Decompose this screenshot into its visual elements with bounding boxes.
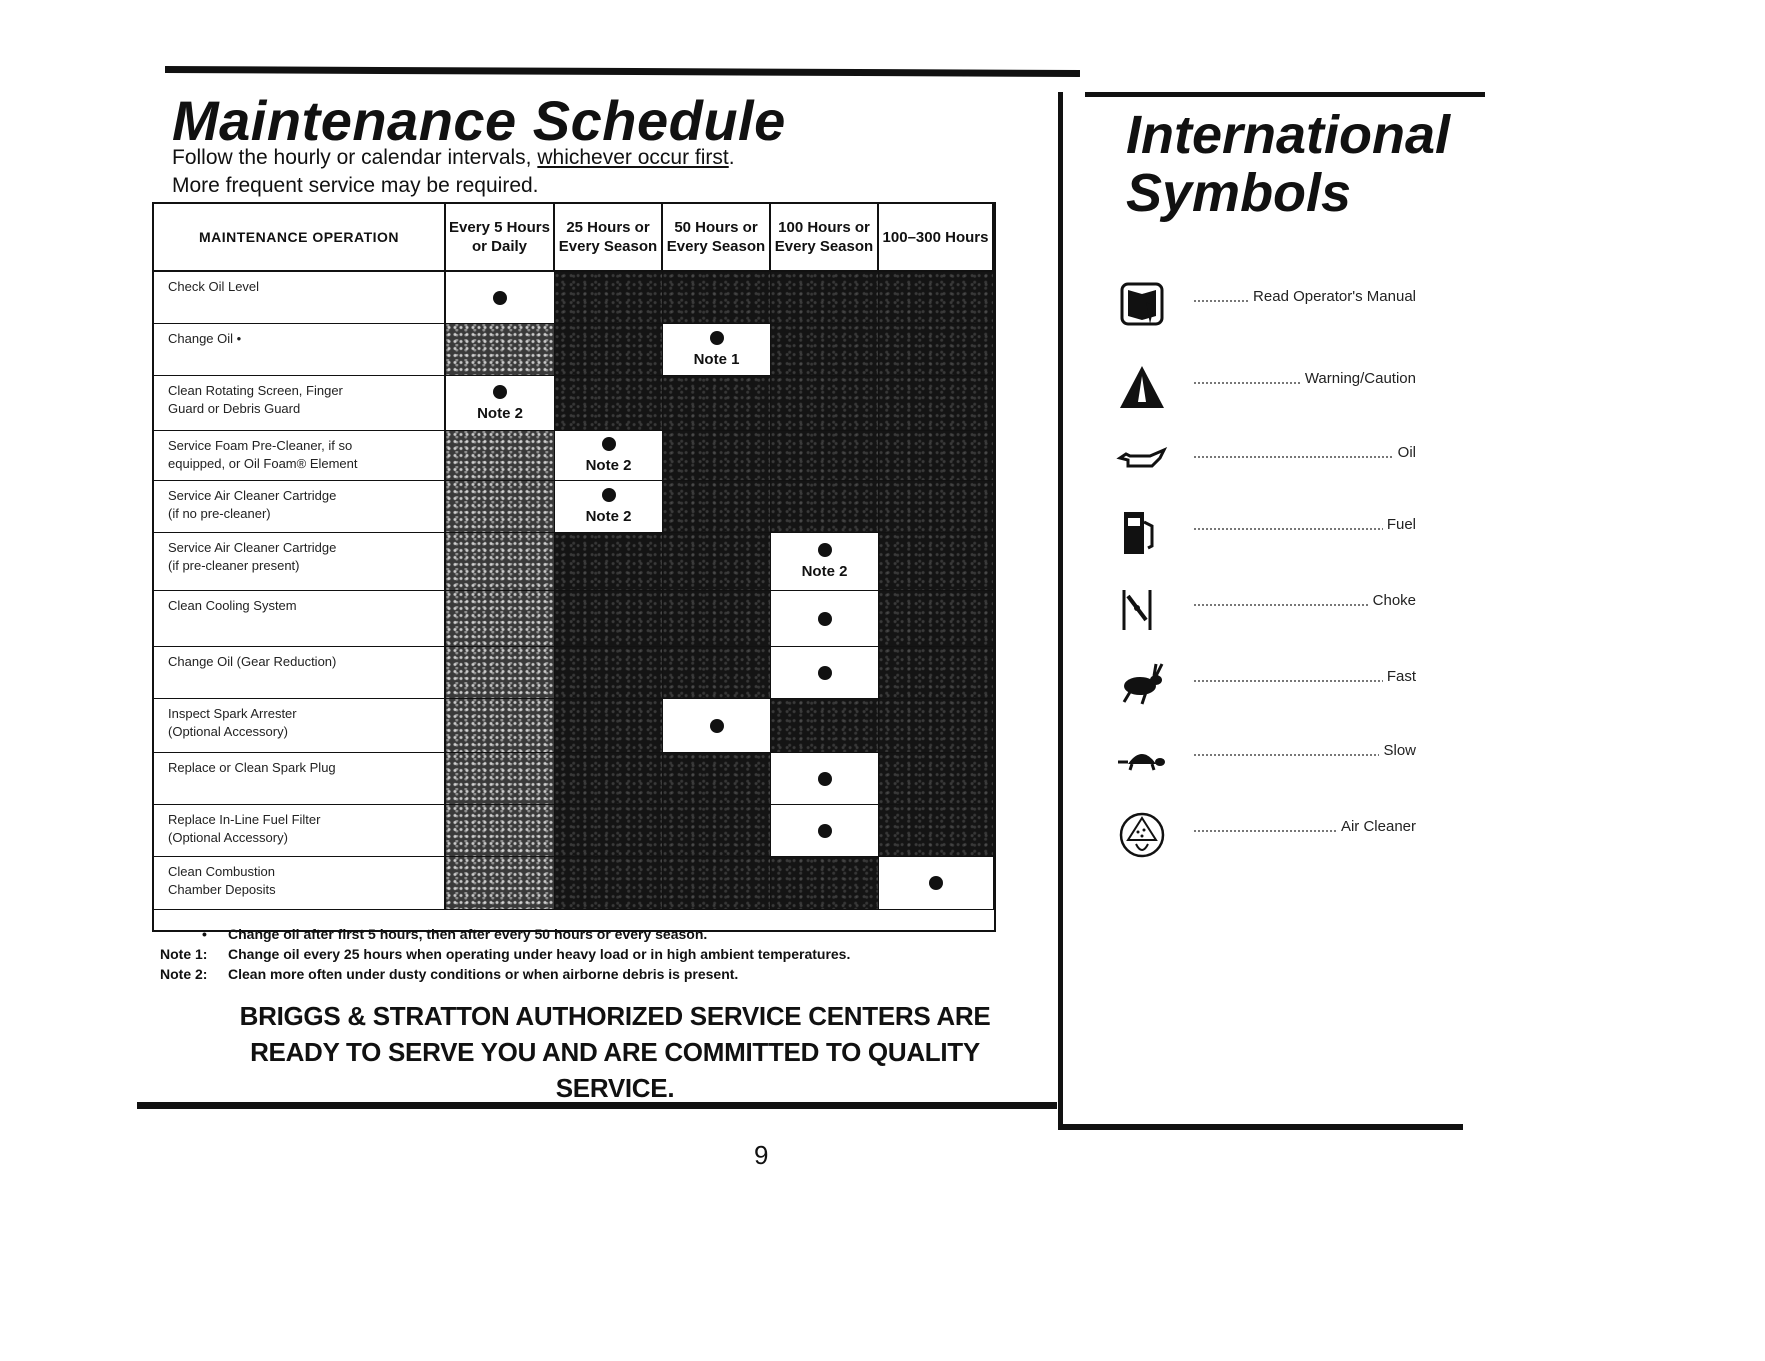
note-reference: Note 2 xyxy=(477,404,523,422)
interval-cell-shaded xyxy=(771,272,879,323)
symbol-label: Air Cleaner xyxy=(1337,818,1416,835)
operation-text: Change Oil (Gear Reduction) xyxy=(168,654,337,669)
required-dot xyxy=(710,331,724,345)
interval-cell-shaded xyxy=(879,272,994,323)
interval-cell-shaded xyxy=(879,324,994,375)
interval-cell-shaded xyxy=(663,753,771,804)
header-interval: Every 5 Hours or Daily xyxy=(446,204,555,272)
symbol-row xyxy=(1116,436,1416,486)
maintenance-schedule-table xyxy=(152,202,996,932)
operation-text: Guard or Debris Guard xyxy=(168,401,301,416)
table-row xyxy=(154,753,994,805)
symbol-leader xyxy=(1194,528,1404,530)
note-reference: Note 2 xyxy=(801,563,848,580)
interval-cell-shaded xyxy=(446,533,555,590)
subtitle-emphasis: whichever occur first xyxy=(537,146,729,169)
required-dot xyxy=(929,876,943,890)
footnote-text: Change oil after first 5 hours, then after every 50 hours or every season. xyxy=(228,926,708,942)
interval-cell-required xyxy=(663,699,771,752)
footnote-key: Note 1: xyxy=(160,946,208,962)
required-dot xyxy=(818,666,832,680)
interval-cell-shaded xyxy=(555,376,663,430)
symbol-label: Choke xyxy=(1369,592,1416,609)
operation-text: Inspect Spark Arrester xyxy=(168,706,297,721)
operation-text: (Optional Accessory) xyxy=(168,830,288,845)
interval-cell-shaded xyxy=(771,857,879,909)
required-dot xyxy=(493,291,507,305)
symbol-row xyxy=(1116,734,1416,784)
operation-text: Clean Combustion xyxy=(168,864,275,879)
interval-cell-required xyxy=(771,805,879,856)
interval-cell-shaded xyxy=(879,753,994,804)
operation-text: Service Air Cleaner Cartridge xyxy=(168,540,337,555)
operation-text: Change Oil • xyxy=(168,331,242,346)
header-interval: 100 Hours or Every Season xyxy=(771,204,879,272)
interval-cell-shaded xyxy=(771,324,879,375)
operation-cell xyxy=(154,431,446,480)
symbol-row xyxy=(1116,584,1416,634)
symbol-label: Warning/Caution xyxy=(1301,370,1416,387)
interval-cell-shaded xyxy=(771,431,879,480)
subtitle-line-1 xyxy=(172,146,735,170)
interval-cell-shaded xyxy=(663,805,771,856)
manual-icon xyxy=(1116,280,1168,330)
interval-cell-shaded xyxy=(555,753,663,804)
interval-cell-shaded xyxy=(663,647,771,698)
interval-cell-required xyxy=(555,481,663,532)
operation-text: (if no pre-cleaner) xyxy=(168,506,271,521)
required-dot xyxy=(818,612,832,626)
operation-cell xyxy=(154,857,446,909)
page-title: Maintenance Schedule xyxy=(172,89,786,152)
operation-text: Chamber Deposits xyxy=(168,882,276,897)
operation-text: Clean Cooling System xyxy=(168,598,297,613)
symbol-row xyxy=(1116,280,1416,330)
table-row xyxy=(154,324,994,376)
table-row xyxy=(154,805,994,857)
operation-cell xyxy=(154,805,446,856)
interval-cell-shaded xyxy=(663,431,771,480)
interval-cell-required xyxy=(771,591,879,646)
fuel-pump-icon xyxy=(1116,508,1168,558)
interval-cell-shaded xyxy=(879,376,994,430)
interval-cell-shaded xyxy=(879,647,994,698)
subtitle-suffix: . xyxy=(728,146,735,169)
interval-cell-shaded xyxy=(446,591,555,646)
header-operation: MAINTENANCE OPERATION xyxy=(154,204,446,272)
interval-cell-shaded xyxy=(555,857,663,909)
operation-cell xyxy=(154,533,446,590)
interval-cell-shaded xyxy=(771,699,879,752)
interval-cell-required xyxy=(771,753,879,804)
symbol-label: Fast xyxy=(1383,668,1416,685)
operation-text: Replace In-Line Fuel Filter xyxy=(168,812,321,827)
bottom-rule-right xyxy=(1058,1124,1463,1130)
operation-cell xyxy=(154,591,446,646)
interval-cell-shaded xyxy=(879,699,994,752)
interval-cell-shaded xyxy=(663,272,771,323)
interval-cell-shaded xyxy=(446,431,555,480)
interval-cell-required xyxy=(446,272,555,323)
required-dot xyxy=(602,488,616,502)
operation-text: (Optional Accessory) xyxy=(168,724,288,739)
table-row xyxy=(154,591,994,647)
symbols-title xyxy=(1126,106,1450,222)
table-row xyxy=(154,647,994,699)
interval-cell-shaded xyxy=(446,753,555,804)
header-interval: 25 Hours or Every Season xyxy=(555,204,663,272)
footnotes xyxy=(160,924,850,984)
interval-cell-shaded xyxy=(446,647,555,698)
operation-cell xyxy=(154,481,446,532)
operation-text: (if pre-cleaner present) xyxy=(168,558,300,573)
table-row xyxy=(154,272,994,324)
table-row xyxy=(154,857,994,910)
table-row xyxy=(154,481,994,533)
interval-cell-shaded xyxy=(771,481,879,532)
operation-text: Service Air Cleaner Cartridge xyxy=(168,488,337,503)
symbol-label: Oil xyxy=(1394,444,1416,461)
turtle-icon xyxy=(1116,734,1168,784)
oil-can-icon xyxy=(1116,436,1168,486)
required-dot xyxy=(602,437,616,451)
operation-text: Replace or Clean Spark Plug xyxy=(168,760,336,775)
operation-text: equipped, or Oil Foam® Element xyxy=(168,456,358,471)
note-reference: Note 2 xyxy=(585,508,632,525)
interval-cell-shaded xyxy=(446,481,555,532)
top-rule-right xyxy=(1085,92,1485,97)
column-divider xyxy=(1058,92,1063,1124)
interval-cell-shaded xyxy=(879,431,994,480)
interval-cell-shaded xyxy=(663,376,771,430)
interval-cell-required xyxy=(446,376,555,430)
table-row xyxy=(154,533,994,591)
operation-cell xyxy=(154,753,446,804)
note-reference: Note 2 xyxy=(585,457,632,474)
interval-cell-required xyxy=(663,324,771,375)
interval-cell-required xyxy=(555,431,663,480)
symbols-title-line-2: Symbols xyxy=(1126,163,1352,223)
operation-cell xyxy=(154,272,446,323)
interval-cell-required xyxy=(771,533,879,590)
top-rule-left xyxy=(165,66,1080,77)
interval-cell-shaded xyxy=(446,699,555,752)
interval-cell-shaded xyxy=(879,805,994,856)
footnote-text: Change oil every 25 hours when operating under heavy load or in high ambient temperatures. xyxy=(228,946,851,962)
operation-cell xyxy=(154,324,446,375)
service-centers-statement xyxy=(220,998,1010,1106)
interval-cell-shaded xyxy=(663,857,771,909)
symbols-title-line-1: International xyxy=(1126,105,1451,165)
interval-cell-shaded xyxy=(879,591,994,646)
table-row xyxy=(154,376,994,431)
footnote xyxy=(160,964,850,984)
operation-cell xyxy=(154,647,446,698)
interval-cell-shaded xyxy=(555,272,663,323)
interval-cell-required xyxy=(879,857,994,909)
interval-cell-shaded xyxy=(555,533,663,590)
statement-line-2: READY TO SERVE YOU AND ARE COMMITTED TO QUALITY SERVICE. xyxy=(250,1037,980,1103)
table-row xyxy=(154,431,994,481)
symbol-label: Fuel xyxy=(1383,516,1416,533)
symbol-row xyxy=(1116,508,1416,558)
interval-cell-shaded xyxy=(446,324,555,375)
symbol-leader xyxy=(1194,456,1404,458)
operation-text: Check Oil Level xyxy=(168,279,260,294)
statement-line-1: BRIGGS & STRATTON AUTHORIZED SERVICE CENTERS ARE xyxy=(239,1001,991,1031)
footnote xyxy=(160,944,850,964)
operation-text: Clean Rotating Screen, Finger xyxy=(168,383,343,398)
choke-icon xyxy=(1116,584,1168,634)
interval-cell-shaded xyxy=(446,857,555,909)
symbol-row xyxy=(1116,810,1416,860)
symbol-leader xyxy=(1194,754,1404,756)
footnote-key: • xyxy=(202,926,207,942)
footnote-key: Note 2: xyxy=(160,966,208,982)
interval-cell-shaded xyxy=(446,805,555,856)
subtitle-line-2: More frequent service may be required. xyxy=(172,174,539,197)
interval-cell-shaded xyxy=(555,324,663,375)
operation-cell xyxy=(154,699,446,752)
symbol-label: Read Operator's Manual xyxy=(1249,288,1416,305)
interval-cell-shaded xyxy=(555,805,663,856)
symbol-label: Slow xyxy=(1379,742,1416,759)
required-dot xyxy=(818,824,832,838)
interval-cell-shaded xyxy=(555,699,663,752)
operation-cell xyxy=(154,376,446,430)
required-dot xyxy=(493,385,507,399)
symbol-leader xyxy=(1194,680,1404,682)
required-dot xyxy=(710,719,724,733)
interval-cell-shaded xyxy=(771,376,879,430)
page-number: 9 xyxy=(754,1140,769,1170)
interval-cell-shaded xyxy=(663,533,771,590)
table-row xyxy=(154,699,994,753)
warning-icon xyxy=(1116,362,1168,412)
interval-cell-shaded xyxy=(879,533,994,590)
subtitle-prefix: Follow the hourly or calendar intervals, xyxy=(172,146,538,169)
interval-cell-shaded xyxy=(555,591,663,646)
interval-cell-shaded xyxy=(879,481,994,532)
footnote xyxy=(160,924,850,944)
interval-cell-required xyxy=(771,647,879,698)
interval-cell-shaded xyxy=(663,591,771,646)
note-reference: Note 1 xyxy=(693,351,740,368)
required-dot xyxy=(818,543,832,557)
air-cleaner-icon xyxy=(1116,810,1168,860)
symbol-row xyxy=(1116,660,1416,710)
operation-text: Service Foam Pre-Cleaner, if so xyxy=(168,438,353,453)
required-dot xyxy=(818,772,832,786)
interval-cell-shaded xyxy=(555,647,663,698)
header-interval: 100–300 Hours xyxy=(879,204,994,272)
symbol-row xyxy=(1116,362,1416,412)
footnote-text: Clean more often under dusty conditions or when airborne debris is present. xyxy=(228,966,739,982)
interval-cell-shaded xyxy=(663,481,771,532)
header-interval: 50 Hours or Every Season xyxy=(663,204,771,272)
hare-icon xyxy=(1116,660,1168,710)
